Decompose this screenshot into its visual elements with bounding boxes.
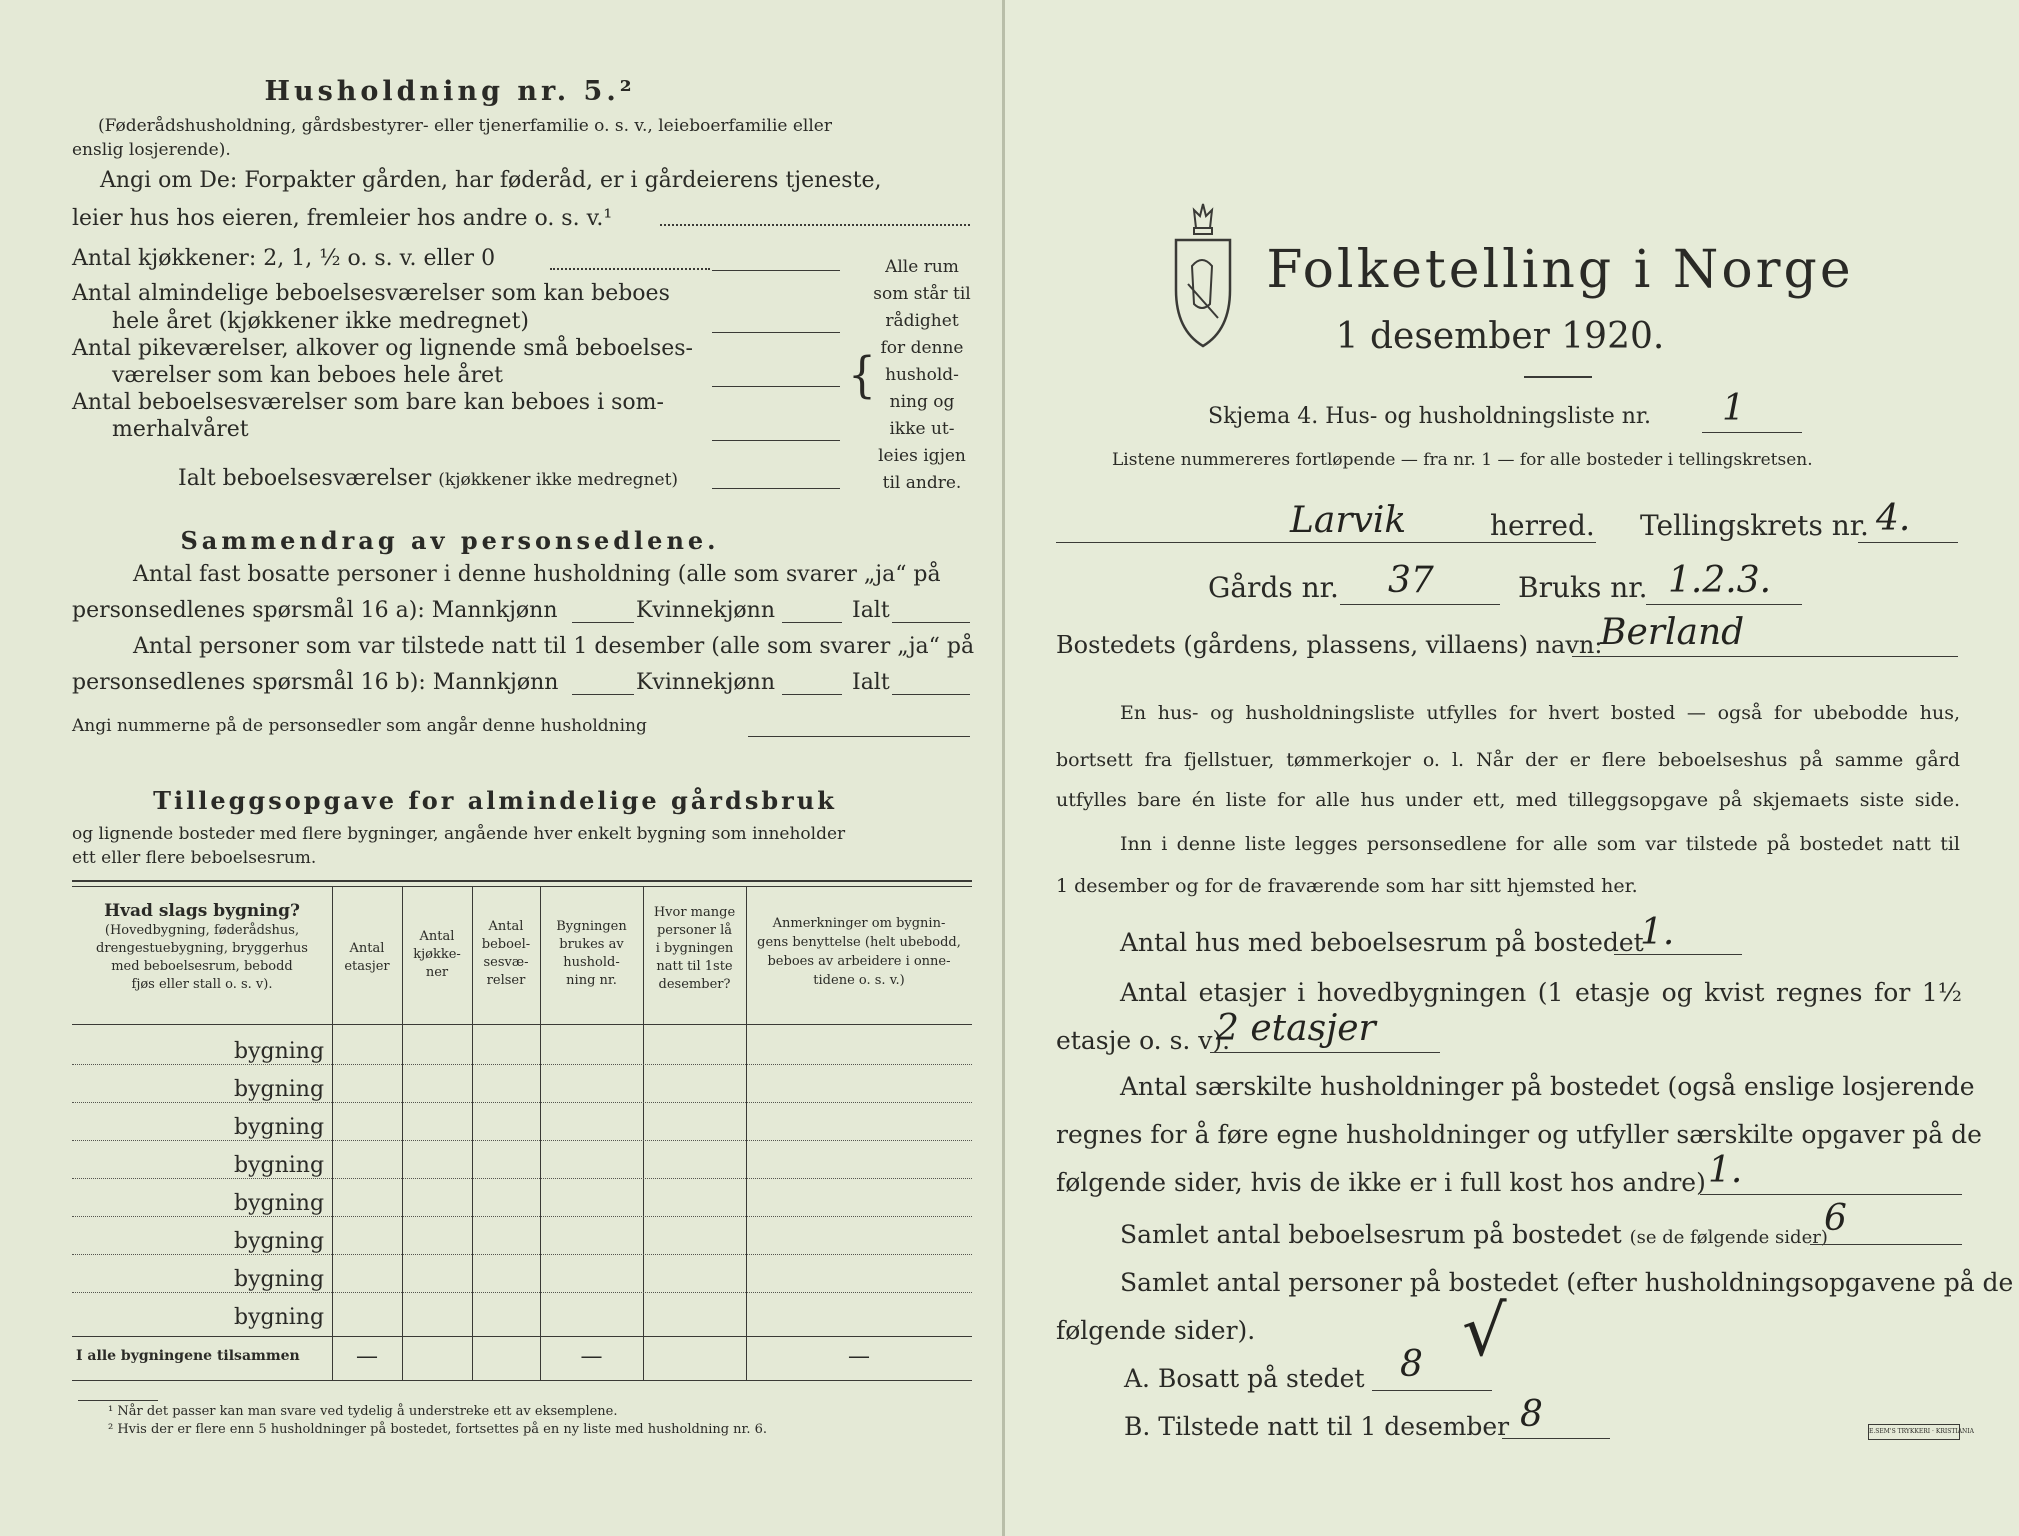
- rooms-count-field[interactable]: [1810, 1244, 1962, 1245]
- table-head-building-line: fjøs eller stall o. s. v).: [131, 977, 273, 992]
- table-head-line: ner: [425, 965, 449, 980]
- side-note-line: som står til: [873, 284, 971, 304]
- row-label: bygning: [234, 1305, 325, 1330]
- table-head-line: relser: [486, 973, 526, 988]
- summary-p1-line-2: personsedlenes spørsmål 16 a): Mannkjønn: [72, 598, 558, 623]
- side-note-line: rådighet: [885, 311, 959, 331]
- row-rule: [72, 1102, 972, 1103]
- bosted-field[interactable]: [1572, 656, 1958, 657]
- bruks-label: Bruks nr.: [1518, 571, 1648, 604]
- summary-title: Sammendrag av personsedlene.: [180, 526, 720, 555]
- summary-p1-line-1: Antal fast bosatte personer i denne husholdning (alle som svarer „ja“ på: [133, 562, 941, 587]
- angi-answer-line[interactable]: [660, 224, 970, 226]
- table-head-line: beboes av arbeidere i onne-: [767, 954, 951, 969]
- table-head-building-line: drengestuebygning, bryggerhus: [96, 941, 308, 956]
- rooms-count-label: Samlet antal beboelsesrum på bostedet: [1120, 1220, 1622, 1249]
- table-total-remarks: —: [848, 1344, 870, 1369]
- p1-total-label: Ialt: [852, 598, 890, 623]
- side-note-line: for denne: [880, 338, 964, 358]
- row-rule: [72, 1254, 972, 1255]
- printer-stamp: E.SEM'S TRYKKERI · KRISTIANIA: [1868, 1424, 1960, 1440]
- row-rule: [72, 1140, 972, 1141]
- table-total-label: I alle bygningene tilsammen: [76, 1348, 300, 1364]
- rooms-summer-2: merhalvåret: [112, 417, 249, 442]
- side-note-line: Alle rum: [885, 257, 959, 277]
- rooms-kitchens: Antal kjøkkener: 2, 1, ½ o. s. v. eller 0: [72, 246, 496, 271]
- table-head-household: [540, 918, 643, 990]
- table-head-line: personer lå: [656, 923, 733, 938]
- household-subtitle-1: (Føderådshusholdning, gårdsbestyrer- eller tjenerfamilie o. s. v., leieboerfamilie eller: [98, 116, 832, 136]
- summary-p2-line-2: personsedlenes spørsmål 16 b): Mannkjønn: [72, 670, 559, 695]
- farm-subtitle-1: og lignende bosteder med flere bygninger, angående hver enkelt bygning som inneholder: [72, 824, 846, 844]
- table-header-rule: [72, 1024, 972, 1025]
- rooms-ordinary-2: hele året (kjøkkener ikke medregnet): [112, 309, 529, 334]
- floors-field[interactable]: [1210, 1052, 1440, 1053]
- bruks-field[interactable]: [1646, 604, 1802, 605]
- title-rule: [1524, 376, 1592, 378]
- rooms-total-field[interactable]: [712, 488, 840, 489]
- table-head-persons: [643, 904, 746, 994]
- p1-total-field[interactable]: [892, 622, 970, 623]
- households-line-1: Antal særskilte husholdninger på bostedet (også enslige losjerende: [1120, 1072, 1975, 1101]
- page-fold: [1002, 0, 1005, 1536]
- table-head-building-title: Hvad slags bygning?: [104, 901, 300, 921]
- instruction-5: 1 desember og for de fraværende som har sitt hjemsted her.: [1056, 875, 1638, 897]
- side-note-line: ning og: [889, 392, 955, 412]
- houses-field[interactable]: [1614, 954, 1742, 955]
- households-value: 1.: [1708, 1150, 1743, 1191]
- table-head-line: gens benyttelse (helt ubebodd,: [757, 935, 961, 950]
- households-field[interactable]: [1700, 1194, 1962, 1195]
- resident-label: A. Bosatt på stedet: [1124, 1364, 1365, 1393]
- krets-value: 4.: [1876, 498, 1911, 539]
- table-head-building-line: (Hovedbygning, føderådshus,: [104, 923, 300, 938]
- table-head-line: i bygningen: [655, 941, 734, 956]
- table-bottom-rule: [72, 1380, 972, 1381]
- rooms-summer-1: Antal beboelsesværelser som bare kan beboes i som-: [72, 390, 664, 415]
- side-note-line: leies igjen: [878, 446, 966, 466]
- p1-female-field[interactable]: [782, 622, 842, 623]
- herred-value: Larvik: [1290, 500, 1407, 541]
- table-head-line: brukes av: [559, 937, 624, 952]
- table-head-line: natt til 1ste: [656, 959, 733, 974]
- table-head-building: [72, 900, 332, 994]
- table-head-line: sesvæ-: [483, 955, 529, 970]
- rooms-summer-field[interactable]: [712, 440, 840, 441]
- row-rule: [72, 1178, 972, 1179]
- present-label: B. Tilstede natt til 1 desember: [1124, 1412, 1510, 1441]
- footnote-2: ² Hvis der er flere enn 5 husholdninger på bostedet, fortsettes på en ny liste med husholdning nr. 6.: [108, 1422, 768, 1437]
- row-label: bygning: [234, 1229, 325, 1254]
- household-subtitle-2: enslig losjerende).: [72, 140, 231, 160]
- rooms-kitchens-dots: [550, 268, 710, 270]
- angi-line-1: Angi om De: Forpakter gården, har føderåd, er i gårdeierens tjeneste,: [100, 168, 882, 193]
- floors-line-2: etasje o. s. v).: [1056, 1026, 1231, 1055]
- bosted-value: Berland: [1600, 612, 1745, 653]
- herred-label: herred.: [1490, 509, 1595, 542]
- p1-female-label: Kvinnekjønn: [636, 598, 775, 623]
- rooms-count-value: 6: [1824, 1198, 1847, 1239]
- present-value: 8: [1520, 1394, 1543, 1435]
- footnote-1: ¹ Når det passer kan man svare ved tydelig å understreke ett av eksemplene.: [108, 1404, 618, 1419]
- numbering-note: Listene nummereres fortløpende — fra nr. 1 — for alle bosteder i tellingskretsen.: [1112, 450, 1813, 470]
- row-label: bygning: [234, 1267, 325, 1292]
- instruction-3: utfylles bare én liste for alle hus under ett, med tilleggsopgave på skjemaets siste side.: [1056, 789, 1960, 811]
- table-head-line: ning nr.: [566, 973, 617, 988]
- table-head-line: Antal: [488, 919, 524, 934]
- table-top-rule: [72, 880, 972, 882]
- side-note-line: hushold-: [885, 365, 959, 385]
- p2-female-label: Kvinnekjønn: [636, 670, 775, 695]
- table-head-remarks: [746, 914, 972, 990]
- resident-field[interactable]: [1372, 1390, 1492, 1391]
- table-head-line: hushold-: [563, 955, 620, 970]
- row-label: bygning: [234, 1191, 325, 1216]
- rooms-ordinary-1: Antal almindelige beboelsesværelser som kan beboes: [72, 281, 670, 306]
- houses-label: Antal hus med beboelsesrum på bostedet: [1120, 928, 1644, 957]
- table-total-rule: [72, 1336, 972, 1337]
- rooms-total: [178, 466, 678, 492]
- rooms-brace: {: [848, 347, 876, 404]
- rooms-maid-1: Antal pikeværelser, alkover og lignende små beboelses-: [72, 336, 693, 361]
- gards-field[interactable]: [1340, 604, 1500, 605]
- table-head-line: Antal: [419, 929, 455, 944]
- schema-field[interactable]: [1702, 432, 1802, 433]
- table-head-rooms: [472, 918, 540, 990]
- rooms-total-line: [1120, 1220, 1828, 1250]
- bosted-label: Bostedets (gårdens, plassens, villaens) navn:: [1056, 631, 1603, 659]
- krets-label: Tellingskrets nr.: [1640, 509, 1869, 542]
- p2-total-label: Ialt: [852, 670, 890, 695]
- farm-subtitle-2: ett eller flere beboelsesrum.: [72, 848, 317, 868]
- row-label: bygning: [234, 1153, 325, 1178]
- p2-female-field[interactable]: [782, 694, 842, 695]
- household-title: Husholdning nr. 5.²: [264, 76, 636, 107]
- summary-numbers-field[interactable]: [748, 736, 970, 737]
- table-total-floors: —: [356, 1344, 378, 1369]
- side-note-line: til andre.: [882, 473, 962, 493]
- bruks-value: 1.2.3.: [1668, 560, 1772, 601]
- row-label: bygning: [234, 1115, 325, 1140]
- row-rule: [72, 1292, 972, 1293]
- table-head-line: Antal: [349, 941, 385, 956]
- table-head-line: Hvor mange: [653, 905, 736, 920]
- table-head-kitchens: [402, 928, 472, 982]
- row-label: bygning: [234, 1077, 325, 1102]
- instruction-4: Inn i denne liste legges personsedlene for alle som var tilstede på bostedet natt til: [1120, 833, 1960, 855]
- present-field[interactable]: [1502, 1438, 1610, 1439]
- side-note-line: ikke ut-: [889, 419, 955, 439]
- table-head-building-line: med beboelsesrum, bebodd: [111, 959, 293, 974]
- houses-value: 1.: [1640, 912, 1675, 953]
- norway-coat-of-arms-icon: [1172, 200, 1234, 350]
- table-top-rule-2: [72, 886, 972, 887]
- gards-label: Gårds nr.: [1208, 571, 1339, 604]
- summary-p2-line-1: Antal personer som var tilstede natt til 1 desember (alle som svarer „ja“ på: [133, 634, 975, 659]
- census-title: Folketelling i Norge: [1266, 240, 1854, 300]
- table-head-line: tidene o. s. v.): [813, 973, 905, 988]
- angi-line-2: leier hus hos eieren, fremleier hos andre o. s. v.¹: [72, 206, 613, 231]
- p1-male-field[interactable]: [572, 622, 634, 623]
- row-rule: [72, 1216, 972, 1217]
- gards-value: 37: [1388, 560, 1434, 601]
- floors-line-1: Antal etasjer i hovedbygningen (1 etasje og kvist regnes for 1½: [1120, 978, 1962, 1007]
- herred-field[interactable]: [1056, 542, 1596, 543]
- persons-line-1: Samlet antal personer på bostedet (efter husholdningsopgavene på de: [1120, 1268, 2014, 1297]
- table-head-line: kjøkke-: [413, 947, 461, 962]
- p2-male-field[interactable]: [572, 694, 634, 695]
- households-line-3: følgende sider, hvis de ikke er i full kost hos andre): [1056, 1168, 1706, 1197]
- footnote-rule: [78, 1400, 158, 1401]
- rooms-side-note: [868, 254, 976, 497]
- persons-line-2: følgende sider).: [1056, 1316, 1256, 1345]
- row-label: bygning: [234, 1039, 325, 1064]
- households-line-2: regnes for å føre egne husholdninger og utfyller særskilte opgaver på de: [1056, 1120, 1982, 1149]
- rooms-maid-field[interactable]: [712, 386, 840, 387]
- rooms-count-note: (se de følgende sider): [1629, 1227, 1828, 1248]
- instruction-2: bortsett fra fjellstuer, tømmerkojer o. l. Når der er flere beboelseshus på samme gård: [1056, 749, 1960, 771]
- farm-title: Tilleggsopgave for almindelige gårdsbruk: [153, 786, 837, 815]
- summary-numbers: Angi nummerne på de personsedler som angår denne husholdning: [72, 716, 647, 736]
- table-head-line: etasjer: [344, 959, 390, 974]
- check-mark: √: [1462, 1290, 1507, 1372]
- table-head-line: Bygningen: [556, 919, 627, 934]
- schema-value: 1: [1722, 388, 1745, 429]
- rooms-maid-2: værelser som kan beboes hele året: [112, 363, 503, 388]
- p2-total-field[interactable]: [892, 694, 970, 695]
- table-head-line: beboel-: [481, 937, 531, 952]
- resident-value: 8: [1400, 1344, 1423, 1385]
- rooms-ordinary-field[interactable]: [712, 332, 840, 333]
- instruction-1: En hus- og husholdningsliste utfylles for hvert bosted — også for ubebodde hus,: [1120, 702, 1960, 724]
- table-head-floors: [332, 940, 402, 976]
- schema-label: Skjema 4. Hus- og husholdningsliste nr.: [1208, 404, 1651, 429]
- table-head-line: desember?: [658, 977, 731, 992]
- census-date: 1 desember 1920.: [1335, 316, 1665, 357]
- table-total-household: —: [580, 1344, 603, 1369]
- row-rule: [72, 1064, 972, 1065]
- rooms-kitchens-field[interactable]: [712, 270, 840, 271]
- krets-field[interactable]: [1858, 542, 1958, 543]
- rooms-total-label: Ialt beboelsesværelser: [178, 466, 432, 491]
- floors-value: 2 etasjer: [1216, 1008, 1376, 1049]
- rooms-total-note: (kjøkkener ikke medregnet): [438, 470, 679, 490]
- table-head-line: Anmerkninger om bygnin-: [772, 916, 946, 931]
